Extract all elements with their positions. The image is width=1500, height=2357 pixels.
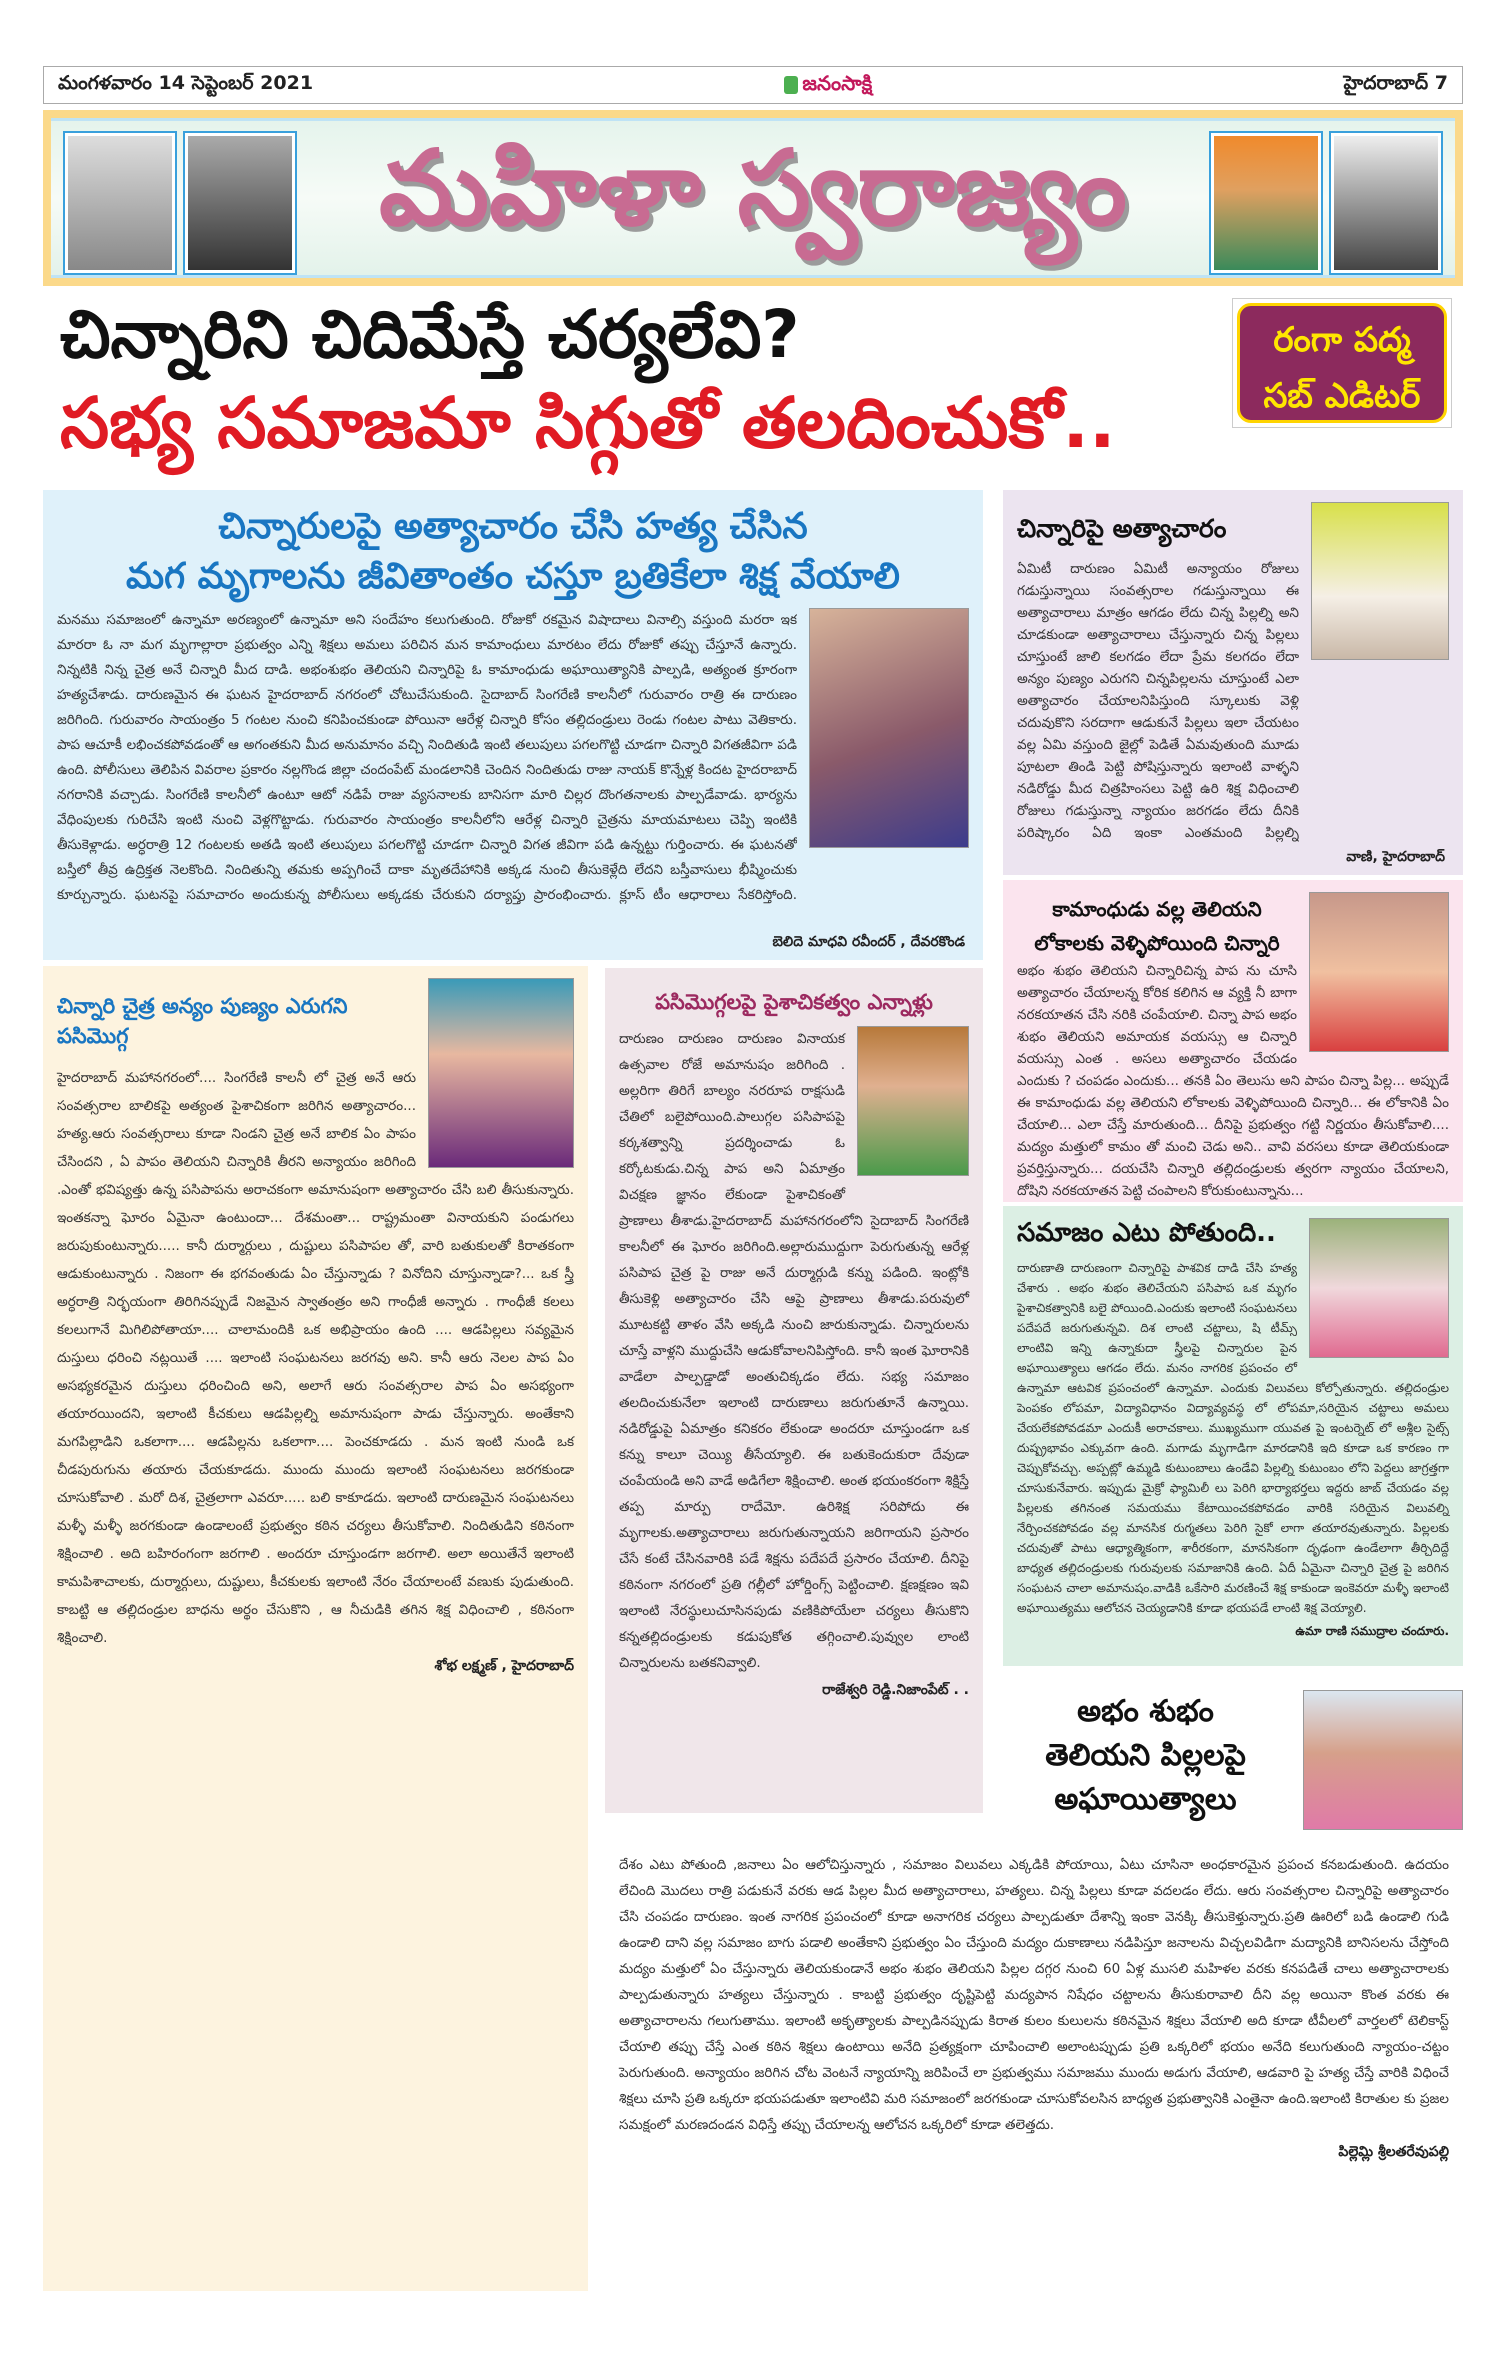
article-r1	[1003, 490, 1463, 875]
portrait-image	[1211, 133, 1321, 273]
portrait-image	[185, 133, 295, 273]
article-body: దారుణం దారుణం దారుణం వినాయక ఉత్సవాల రోజే అమానుషం జరిగింది . అల్లరిగా తిరిగే బాల్యం నరరూప రాక్షసుడి చేతిలో బలైపోయింది.పాలుగ్గల పసిపాపపై కర్కశత్వాన్ని ప్రదర్శించాడు ఓ కర్కోటకుడు.చిన్న పాప అని ఏమాత్రం విచక్షణ జ్ఞానం లేకుండా పైశాచికంతో ప్రాణాలు తీశాడు.హైదరాబాద్ మహానగరంలోని సైదాబాద్ సింగరేణి కాలనీలో ఈ ఘోరం జరిగింది.అల్లారుముద్దుగా పెరుగుతున్న ఆరేళ్ల పసిపాప చైత్ర పై రాజు అనే దుర్మార్గుడి కన్ను పడింది. ఇంట్లోకి తీసుకెళ్లి అత్యాచారం చేసి ఆపై ప్రాణాలు తీశాడు.పరువులో మూటకట్టి తాళం వేసి అక్కడి నుంచి జారుకున్నాడు. చిన్నారులను చూస్తే వాళ్లని ముద్దుచేసి ఆడుకోవాలనిపిస్తోంది. కానీ ఇంత ఘోరానికి వాడేలా పాల్పడ్డాడో అంతుచిక్కడం లేదు. సభ్య సమాజం తలదించుకునేలా ఇలాంటి దారుణాలు జరుగుతూనే ఉన్నాయి. నడిరోడ్డుపై ఏమాత్రం కనికరం లేకుండా అందరూ చూస్తుండగా ఒక కన్ను కాలూ చెయ్యి తీసేయ్యాలి. ఈ బతుకెందుకురా దేవుడా చంపేయండి అని వాడే అడిగేలా శిక్షించాలి. అంత భయంకరంగా శిక్షిస్తే తప్ప మార్పు రాదేమో. ఉరిశిక్ష సరిపోదు ఈ మృగాలకు.అత్యాచారాలు జరుగుతున్నాయని జరిగాయని ప్రసారం చేసే కంటే చేసినవారికి పడే శిక్షను పదేపదే ప్రసారం చేయాలి. దీనిపై కఠినంగా నగరంలో ప్రతి గల్లీలో హోర్డింగ్స్ పెట్టించాలి. క్షణక్షణం ఇవి ఇలాంటి నేరస్థులుచూసినపుడు వణికిపోయేలా చర్యలు తీసుకొని కన్నతల్లిదండ్రులకు కడుపుకోత తగ్గించాలి.పువ్వుల లాంటి చిన్నారులను బతకనివ్వాలి.	[619, 1031, 969, 1671]
author-photo	[1311, 502, 1449, 660]
section-banner	[43, 110, 1463, 286]
page-header	[43, 66, 1463, 104]
article-main	[43, 490, 983, 960]
author-photo	[1309, 1218, 1449, 1358]
article-title: అఘాయిత్యాలు	[1054, 1782, 1237, 1817]
article-title: తెలియని పిల్లలపై	[1045, 1738, 1246, 1773]
article-body: అభం శుభం తెలియని చిన్నారిచిన్న పాప ను చూసి అత్యాచారం చేయాలన్న కోరిక కలిగిన ఆ వ్యక్తి నీ బాగా నరకయాతన చేసి నరికి చంపేయాలి. చిన్నా పాప అభం శుభం తెలియని అమాయక వయస్సు ఆ చిన్నారి వయస్సు ఎంత . అసలు అత్యాచారం చేయడం ఎందుకు ? చంపడం ఎందుకు... తనకి ఏం తెలుసు అని పాపం చిన్నా పిల్ల... అప్పుడే ఈ కామాంధుడు వల్ల తెలియని లోకాలకు వెళ్ళిపోయింది చిన్నారి... ఈ లోకానికి ఏం చేయాలి... ఎలా చేస్తే మారుతుంది... దీనిపై ప్రభుత్వం గట్టి నిర్ణయం తీసుకోవాలి.... మద్యం మత్తులో కామం తో మంచి చెడు అని.. వావి వరసలు కూడా తెలియకుండా ప్రవర్తిస్తున్నారు... దయచేసి చిన్నారి తల్లిదండ్రులకు త్వరగా న్యాయం చేయాలని, దోషిని నరకయాతన పెట్టి చంపాలని కోరుకుంటున్నాను...	[1017, 963, 1449, 1199]
article-byline: పిల్లెమ్లి శ్రీలతరేవుపల్లి	[1338, 2144, 1449, 2160]
author-photo	[428, 978, 574, 1168]
article-byline: వాణి, హైదరాబాద్	[1342, 847, 1449, 867]
author-photo	[1309, 892, 1449, 1052]
article-body: మనము సమాజంలో ఉన్నామా అరణ్యంలో ఉన్నామా అని సందేహం కలుగుతుంది. రోజుకో రకమైన విషాదాలు వినాల్సి వస్తుంది మరరా ఇక మారరా ఓ నా మగ మృగాల్లారా ప్రభుత్వం ఎన్ని శిక్షలు అమలు పరిచిన మన కామాంధులు మారటం లేదు రోజుకో తప్పు చేస్తూనే ఉన్నారు. నిన్నటికి నిన్న చైత్ర అనే చిన్నారి మీద దాడి. అభంశుభం తెలియని చిన్నారిపై ఓ కామాంధుడు అఘాయిత్యానికి పాల్పడి, అత్యంత క్రూరంగా హత్యచేశాడు. దారుణమైన ఈ ఘటన హైదరాబాద్ నగరంలో చోటుచేసుకుంది. సైదాబాద్ సింగరేణి కాలనీలో గురువారం రాత్రి ఈ దారుణం జరిగింది. గురువారం సాయంత్రం 5 గంటల నుంచి కనిపించకుండా పోయినా ఆరేళ్ల చిన్నారి కోసం తల్లిదండ్రులు రెండు గంటల పాటు వెతికారు. పాప ఆచూకీ లభించకపోవడంతో ఆ అగంతకుని మీద అనుమానం వచ్చి నిందితుడి ఇంటి తలుపులు పగలగొట్టి చూడగా చిన్నారి విగతజీవిగా పడి ఉంది. పోలీసులు తెలిపిన వివరాల ప్రకారం నల్లగొండ జిల్లా చందంపేట్ మండలానికి చెందిన నిందితుడు రాజు నాయక్ కొన్నేళ్ల కిందట హైదరాబాద్ నగరానికి వచ్చాడు. సింగరేణి కాలనీలో ఉంటూ ఆటో నడిపే రాజు వ్యసనాలకు బానిసగా మారి చిల్లర దొంగతనాలకు పాల్పడేవాడు. భార్యను వేధింపులకు గురిచేసి ఇంటి నుంచి వెళ్లగొట్టాడు. గురువారం సాయంత్రం కాలనీలోని ఆరేళ్ల చిన్నారి చైత్రను మాయమాటలు చెప్పి ఇంటికి తీసుకెళ్లాడు. అర్ధరాత్రి 12 గంటలకు అతడి ఇంటి తలుపులు పగలగొట్టి చూడగా చిన్నారి విగత జీవిగా పడి ఉన్నట్టు గుర్తించారు. ఈ ఘటనతో బస్తీలో తీవ్ర ఉద్రిక్తత నెలకొంది. నిందితున్ని తమకు అప్పగించే దాకా మృతదేహానికి అక్కడ నుంచి తీసుకెళ్లేది లేదని బస్తీవాసులు భీష్మించుకు కూర్చున్నారు. ఘటనపై సమాచారం అందుకున్న పోలీసులు అక్కడకు చేరుకుని దర్యాప్తు ప్రారంభించారు. క్లూస్ టీం ఆధారాలు సేకరిస్తోంది.	[57, 612, 797, 903]
article-byline: శోభ లక్ష్మణ్ , హైదరాబాద్	[434, 1658, 574, 1674]
author-photo	[809, 608, 969, 848]
article-byline: రాజేశ్వరి రెడ్డి.నిజాంపేట్ . .	[822, 1682, 969, 1698]
article-r2	[1003, 880, 1463, 1202]
author-photo	[857, 1026, 969, 1176]
article-middle	[605, 968, 983, 1813]
portrait-image	[1331, 133, 1441, 273]
article-title: కామాంధుడు వల్ల తెలియని లోకాలకు వెళ్ళిపోయింది చిన్నారి	[1034, 897, 1280, 955]
article-body: దారుణాతి దారుణంగా చిన్నారిపై పాశవిక దాడి చేసి హత్య చేశారు . అభం శుభం తెలిచేయని పసిపాప ఒక మృగం పైశాచికత్వానికి బలై పోయింది.ఎందుకు ఇలాంటి సంఘటనలు పదేపదే జరుగుతున్నవి. దిశ లాంటి చట్టాలు, షి టీమ్స్ లాంటివి ఇన్ని ఉన్నాకుదా స్త్రీలపై చిన్నారుల పైన అఘాయిత్యాలు ఆగడం లేదు. మనం నాగరిక ప్రపంచం లో ఉన్నామా ఆటవిక ప్రపంచంలో ఉన్నామా. ఎందుకు విలువలు కోల్పోతున్నారు. తల్లిదండ్రుల పెంపకం లోపమా, విద్యావిధానం విద్యావ్యవస్థ లో లోపమా,సరియైన చట్టాలు అమలు చేయలేకపోవడమా ఎందుకీ అరాచకాలు. ముఖ్యముగా యువత పై ఇంటర్నెట్ లో అశ్లీల సైట్స్ దుష్ప్రభావం ఎక్కువగా ఉంది. మగాడు మృగాడిగా మారడానికి ఇది కూడా ఒక కారణం గా చెప్పుకోవచ్చు. అప్పట్లో ఉమ్మడి కుటుంబాలు ఉండేవి పిల్లల్ని కుటుంబం లోని పెద్దలు జాగ్రత్తగా చూసుకునేవారు. ఇప్పుడు మైక్రో ఫ్యామిలీ లు పెరిగి భార్యాభర్తలు ఇద్దరు జాబ్ చేయడం వల్ల పిల్లలకు తగినంత సమయము కేటాయించకపోవడం వారికి సరియైన విలువల్ని నేర్పించకపోవడం వల్ల మానసిక రుగ్మతలు పెరిగి సైకో లాగా తయారవుతున్నారు. పిల్లలకు చదువుతో పాటు ఆధ్యాత్మికంగా, శారీరకంగా, మానసికంగా దృఢంగా ఉండేలాగా తీర్చిదిద్దే బాధ్యత తల్లిదండ్రులకు గురువులకు సమాజానికి ఉంది. ఏదీ ఏమైనా చిన్నారి చైత్ర పై జరిగిన సంఘటన చాలా అమానుషం.వాడికి ఒకేసారి మరణించే శిక్ష కాకుండా ఇంకెవరూ మళ్ళీ ఇలాంటి అఘాయిత్యము ఆలోచన చెయ్యడానికి కూడా భయపడే లాంటి శిక్ష వెయ్యాలి.	[1017, 1261, 1449, 1615]
headline-primary: చిన్నారిని చిదిమేస్తే చర్యలేవి?	[60, 296, 800, 373]
article-title: చిన్నారులపై అత్యాచారం చేసి హత్య చేసిన	[218, 506, 808, 547]
portrait-image	[65, 133, 175, 273]
article-title: పసిమొగ్గలపై పైశాచికత్వం ఎన్నాళ్లు	[655, 990, 933, 1014]
article-byline: బెలిదె మాధవి రవీందర్ , దేవరకొండ	[768, 932, 969, 952]
article-title: చిన్నారిపై అత్యాచారం	[1017, 514, 1227, 543]
editor-name: రంగా పద్మ	[1273, 320, 1411, 360]
editor-role: సబ్ ఎడిటర్	[1263, 376, 1421, 416]
article-title: మగ మృగాలను జీవితాంతం చస్తూ బ్రతికేలా శిక్ష వేయాలి	[126, 556, 900, 597]
author-photo	[1303, 1690, 1463, 1830]
editor-badge	[1232, 298, 1452, 428]
article-byline: ఉమా రాణి సముద్రాల చందూరు.	[1295, 1624, 1449, 1638]
article-left	[43, 966, 588, 2291]
article-title: సమాజం ఎటు పోతుంది..	[1017, 1218, 1276, 1248]
page-city-number: హైదరాబాద్ 7	[1343, 71, 1448, 94]
issue-date: మంగళవారం 14 సెప్టెంబర్ 2021	[58, 71, 314, 94]
article-r4-title-block	[1003, 1684, 1463, 1832]
article-title: చిన్నారి చైత్ర అన్యం పుణ్యం ఎరుగని పసిమొగ్గ	[57, 994, 348, 1048]
headline-secondary: సభ్య సమాజమా సిగ్గుతో తలదించుకో..	[60, 382, 1116, 464]
article-r3	[1003, 1206, 1463, 1666]
newspaper-name: జనంసాక్షి	[802, 70, 873, 95]
section-title: మహిళా స్వరాజ్యం	[379, 127, 1127, 249]
article-body: ఏమిటీ దారుణం ఏమిటీ అన్యాయం రోజులు గడుస్తున్నాయి సంవత్సరాల గడుస్తున్నాయి ఈ అత్యాచారాలు మాత్రం ఆగడం లేదు చిన్న పిల్లల్ని అని చూడకుండా అత్యాచారాలు చేస్తున్నారు చిన్న పిల్లలు చూస్తుంటే జాలి కలగడం లేదా ప్రేమ కలగదం లేదా అన్యం పుణ్యం ఎరుగని చిన్నపిల్లలను చూస్తుంటే ఎలా అత్యాచారం చేయాలనిపిస్తుంది స్కూలుకు వెళ్లి చదువుకొని సరదాగా ఆడుకునే పిల్లలు ఇలా చేయటం వల్ల ఏమి వస్తుంది జైల్లో పెడితే ఏమవుతుంది మూడు పూటలా తిండి పెట్టి పోషిస్తున్నారు ఇలాంటి వాళ్ళని నడిరోడ్డు మీద చిత్రహింసలు పెట్టి ఉరి శిక్ష విధించాలి రోజులు గడుస్తున్నా న్యాయం జరగడం లేదు దీనికి పరిష్కారం ఏది ఇంకా ఎంతమంది పిల్లల్ని	[1017, 561, 1299, 841]
article-body: హైదరాబాద్ మహానగరంలో.... సింగరేణి కాలనీ లో చైత్ర అనే ఆరు సంవత్సరాల బాలికపై అత్యంత పైశాచికంగా జరిగిన అత్యాచారం... హత్య.ఆరు సంవత్సరాలు కూడా నిండని చైత్ర అనే బాలిక ఏం పాపం చేసిందని , ఏ పాపం తెలియని చిన్నారికి తీరని అన్యాయం జరిగింది .ఎంతో భవిష్యత్తు ఉన్న పసిపాపను అరాచకంగా అమానుషంగా అత్యాచారం చేసి బలి తీసుకున్నారు. ఇంతకన్నా ఘోరం ఏమైనా ఉంటుందా... దేశమంతా... రాష్ట్రమంతా వినాయకుని పండుగలు జరుపుకుంటున్నారు..... కానీ దుర్మార్గులు , దుష్టులు పసిపాపల తో, వారి బతుకులతో కిరాతకంగా ఆడుకుంటున్నారు . నిజంగా ఈ భగవంతుడు ఏం చేస్తున్నాడు ? వినోదిని చూస్తున్నాడా?... ఒక స్త్రీ అర్ధరాత్రి నిర్భయంగా తిరిగినప్పుడే నిజమైన స్వాతంత్రం అని గాంధీజీ అన్నారు . గాంధీజీ కలలు కలలుగానే మిగిలిపోతాయా.... చాలామందికి ఒక అభిప్రాయం ఉంది .... ఆడపిల్లలు సవ్యమైన దుస్తులు ధరించి నట్లయితే .... ఇలాంటి సంఘటనలు జరగవు అని. కానీ ఆరు నెలల పాప ఏం అసభ్యకరమైన దుస్తులు ధరించింది అని, అలాగే ఆరు సంవత్సరాల పాప ఏం అసభ్యంగా తయారయిందని, ఇలాంటి కీచకులు ఆడపిల్లల్ని అమానుషంగా పాడు చేస్తున్నారు. అంతేకాని మగపిల్లాడిని ఒకలాగా.... ఆడపిల్లను ఒకలాగా.... పెంచకూడదు . మన ఇంటి నుండి ఒక చీడపురుగును తయారు చేయకూడదు. ముందు ముందు ఇలాంటి సంఘటనలు జరగకుండా చూసుకోవాలి . మరో దిశ, చైత్రలాగా ఎవరూ..... బలి కాకూడదు. ఇలాంటి దారుణమైన సంఘటనలు మళ్ళీ మళ్ళీ జరగకుండా ఉండాలంటే ప్రభుత్వం కఠిన చర్యలు తీసుకోవాలి. నిందితుడిని కఠినంగా శిక్షించాలి . అది బహిరంగంగా జరగాలి . అందరూ చూస్తుండగా జరగాలి. అలా అయితేనే ఇలాంటి కామపిశాచాలకు, దుర్మార్గులు, దుష్టులు, కీచకులకు ఇలాంటి నేరం చేయాలంటే వణుకు పుడుతుంది. కాబట్టి ఆ తల్లిదండ్రుల బాధను అర్థం చేసుకొని , ఆ నీచుడికి తగిన శిక్ష విధించాలి , కఠినంగా శిక్షించాలి.	[57, 1070, 574, 1646]
logo-icon	[784, 76, 798, 94]
article-body: దేశం ఎటు పోతుంది ,జనాలు ఏం ఆలోచిస్తున్నారు , సమాజం విలువలు ఎక్కడికి పోయాయి, ఏటు చూసినా అంధకారమైన ప్రపంచ కనబడుతుంది. ఉదయం లేచింది మొదలు రాత్రి పడుకునే వరకు ఆడ పిల్లల మీద అత్యాచారాలు, హత్యలు. చిన్న పిల్లలు కూడా వదలడం లేదు. ఆరు సంవత్సరాల చిన్నారిపై అత్యాచారం చేసి చంపడం దారుణం. ఇంత నాగరిక ప్రపంచంలో కూడా అనాగరిక చర్యలు పాల్పడుతూ దేశాన్ని ఇంకా వెనక్కి తీసుకెళ్తున్నారు.ప్రతి ఊరిలో బడి ఉండాలి గుడి ఉండాలి దాని వల్ల సమాజం బాగు పడాలి అంతేకాని ప్రభుత్వం ఏం చేస్తుంది మద్యం దుకాణాలు నడిపిస్తూ జనాలను విచ్చలవిడిగా మద్యానికి బానిసలను చేస్తోంది మద్యం మత్తులో ఏం చేస్తున్నారు తెలియకుండానే అభం శుభం తెలియని పిల్లల దగ్గర నుంచి 60 ఏళ్ల ముసలి మహిళల వరకు కనపడితే చాలు అత్యాచారాలకు పాల్పడుతున్నారు హత్యలు చేస్తున్నారు . కాబట్టి ప్రభుత్వం దృష్టిపెట్టి మద్యపాన నిషేధం చట్టాలను తీసుకురావాలి దీని వల్ల అయినా కొంత వరకు ఈ అత్యాచారాలను గలుగుతాము. ఇలాంటి అకృత్యాలకు పాల్పడినప్పుడు కిరాత కులం కులులను కఠినమైన శిక్షలు వేయాలి అది కూడా టీవీలలో వార్తలలో టెలికాస్ట్ చేయాలి తప్పు చేస్తే ఎంత కఠిన శిక్షలు ఉంటాయి అనేది ప్రత్యక్షంగా చూపించాలి అలాంటప్పుడు ప్రతి ఒక్కరిలో భయం అనేది కలుగుతుంది న్యాయం-చట్టం పెరుగుతుంది. అన్యాయం జరిగిన చోట వెంటనే న్యాయాన్ని జరిపించే లా ప్రభుత్వము సమాజము ముందు అడుగు వేయాలి, ఆడవారి పై హత్య చేస్తే వారికి విధించే శిక్షలు చూసి ప్రతి ఒక్కరూ భయపడుతూ ఇలాంటివి మరి సమాజంలో జరగకుండా చూసుకోవలసిన బాధ్యత ప్రభుత్వానికి ఎంతైనా ఉంది.ఇలాంటి కిరాతుల కు ప్రజల సమక్షంలో మరణదండన విధిస్తే తప్పు చేయాలన్న ఆలోచన ఒక్కరిలో కూడా తలెత్తదు.	[619, 1857, 1449, 2133]
newspaper-logo	[784, 71, 872, 100]
article-title: అభం శుభం	[1077, 1694, 1214, 1729]
article-bottom	[605, 1840, 1463, 2290]
